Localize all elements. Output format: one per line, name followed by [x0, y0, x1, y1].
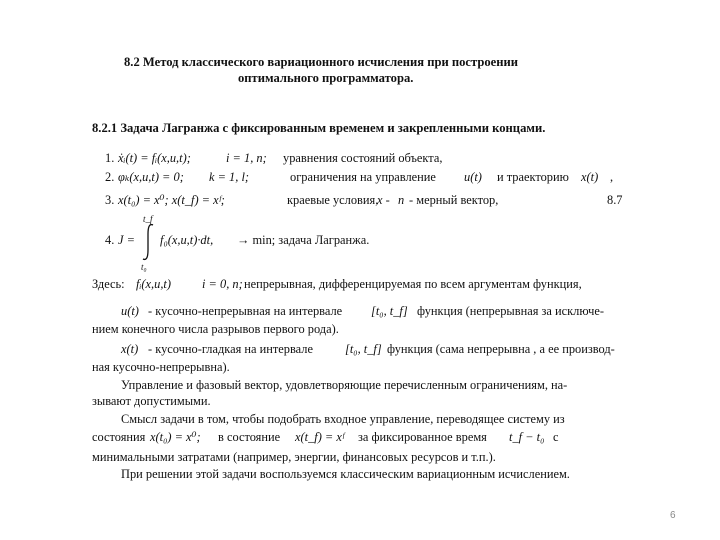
u-formula: u(t) — [121, 304, 139, 318]
item4-integrand: f₀(x,u,t)·dt, — [160, 233, 214, 247]
u-text2: функция (непрерывная за исключе- — [417, 304, 604, 318]
u-interval: [t₀, t_f] — [371, 304, 408, 318]
x-text: - кусочно-гладкая на интервале — [148, 342, 313, 356]
item2-x: x(t) — [581, 170, 599, 184]
paragraph2-fixed-time: за фиксированное время — [358, 430, 487, 444]
x-interval: [t₀, t_f] — [345, 342, 382, 356]
paragraph2-state-formula: x(t₀) = x⁰; — [150, 430, 201, 444]
here-text: непрерывная, дифференцируемая по всем аргументам функция, — [244, 277, 582, 291]
x-formula: x(t) — [121, 342, 139, 356]
u-line2: нием конечного числа разрывов первого рода). — [92, 322, 339, 336]
item3-formula: x(t₀) = x⁰; x(t_f) = xᶠ; — [118, 193, 225, 207]
paragraph2-line3: минимальными затратами (например, энергии, финансовых ресурсов и т.п.). — [92, 450, 496, 464]
page-number: 6 — [670, 510, 676, 521]
here-label: Здесь: — [92, 277, 125, 291]
item2-u: u(t) — [464, 170, 482, 184]
item2-index: k = 1, l; — [209, 170, 250, 184]
paragraph2-with: с — [553, 430, 559, 444]
x-line2: ная кусочно-непрерывна). — [92, 360, 230, 374]
paragraph3-line1: При решении этой задачи воспользуемся классическим вариационным исчислением. — [121, 467, 570, 481]
section-title-line2: оптимального программатора. — [238, 71, 414, 85]
section-title-line1: 8.2 Метод классического вариационного исчисления при построении — [124, 55, 519, 69]
item2-formula: φₖ(x,u,t) = 0; — [118, 170, 184, 184]
paragraph2-state-word: состояния — [92, 430, 146, 444]
here-formula: fᵢ(x,u,t) — [136, 277, 171, 291]
item1-text: уравнения состояний объекта, — [283, 151, 443, 165]
paragraph2-time-formula: t_f − t₀ — [509, 430, 545, 444]
u-text: - кусочно-непрерывная на интервале — [148, 304, 343, 318]
integral-icon — [140, 222, 158, 262]
item2-number: 2. — [105, 170, 115, 184]
item4-J: J = — [118, 233, 135, 247]
item3-vector: - мерный вектор, — [409, 193, 499, 207]
paragraph1-line2: зывают допустимыми. — [92, 394, 211, 408]
x-text2: функция (сама непрерывна , а ее производ- — [387, 342, 615, 356]
subsection-title: 8.2.1 Задача Лагранжа с фиксированным временем и закрепленными концами. — [92, 121, 546, 135]
here-index: i = 0, n; — [202, 277, 243, 291]
item3-n: n — [398, 193, 405, 207]
item2-and: и траекторию — [497, 170, 569, 184]
paragraph1-line1: Управление и фазовый вектор, удовлетворяющие перечисленным ограничениям, на- — [121, 378, 568, 392]
equation-number: 8.7 — [607, 193, 623, 207]
item4-lower-limit: t₀ — [141, 262, 147, 272]
item2-text: ограничения на управление — [290, 170, 436, 184]
item4-text: → min; задача Лагранжа. — [237, 233, 370, 247]
paragraph2-state2-formula: x(t_f) = xᶠ — [295, 430, 345, 444]
item1-formula: ẋᵢ(t) = fᵢ(x,u,t); — [118, 151, 191, 165]
item4-upper-limit: t_f — [143, 214, 153, 224]
item2-comma: , — [610, 170, 614, 184]
item1-index: i = 1, n; — [226, 151, 267, 165]
paragraph2-in-state: в состояние — [218, 430, 281, 444]
item3-text: краевые условия, — [287, 193, 379, 207]
item3-x: x - — [377, 193, 390, 207]
item3-number: 3. — [105, 193, 115, 207]
item1-number: 1. — [105, 151, 115, 165]
item4-number: 4. — [105, 233, 115, 247]
paragraph2-line1: Смысл задачи в том, чтобы подобрать входное управление, переводящее систему из — [121, 412, 565, 426]
